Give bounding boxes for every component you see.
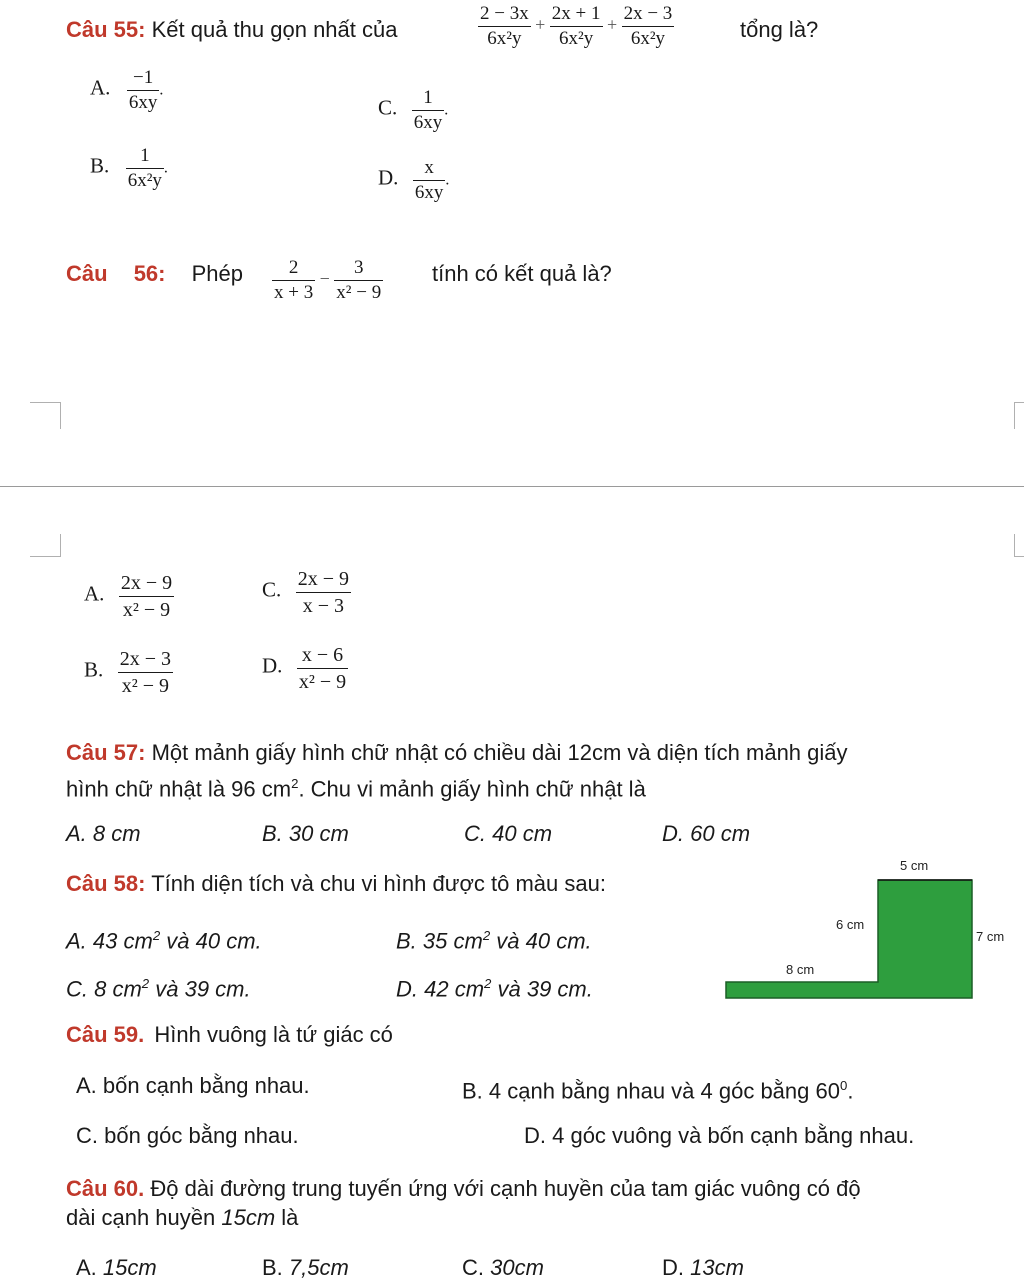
q56-frac1-den: x + 3: [274, 282, 314, 303]
q57-line2-post: . Chu vi mảnh giấy hình chữ nhật là: [298, 776, 646, 802]
q58-option-b-post: và 40 cm.: [490, 928, 592, 954]
q58-shaded-shape: [726, 880, 972, 998]
q55-frac2-num: 2x + 1: [550, 2, 603, 27]
q56-option-c-num: 2x − 9: [296, 566, 351, 593]
q55-option-d[interactable]: [378, 156, 449, 205]
q56-option-d[interactable]: [262, 642, 348, 695]
q59-option-b-sup: 0: [839, 1078, 848, 1093]
q56-label-b: 56:: [133, 261, 166, 286]
q55-option-c-dot: .: [444, 101, 449, 119]
q60-line2: [66, 1204, 298, 1232]
q58-stem: [66, 870, 606, 898]
q59-option-c[interactable]: C. bốn góc bằng nhau.: [76, 1123, 299, 1148]
q55-frac3-num: 2x − 3: [622, 2, 675, 27]
q56-option-a-letter: A.: [84, 581, 105, 606]
q55-label: Câu 55:: [66, 17, 146, 42]
q55-option-d-den: 6xy: [414, 182, 444, 203]
q58-option-d[interactable]: [396, 970, 593, 1003]
q58-text: Tính diện tích và chu vi hình được tô màu sau:: [151, 871, 606, 896]
q58-shape-figure: [724, 876, 974, 1002]
q56-option-d-den: x² − 9: [298, 671, 347, 693]
q56-option-a-num: 2x − 9: [119, 570, 174, 597]
q60-option-b[interactable]: [262, 1254, 349, 1282]
q56-option-b-den: x² − 9: [121, 675, 169, 697]
q57-label: Câu 57:: [66, 740, 146, 765]
q58-option-c-pre: C. 8 cm: [66, 976, 142, 1002]
q58-option-a-post: và 40 cm.: [160, 928, 262, 954]
q55-suffix: tổng là?: [740, 17, 819, 42]
q58-option-b-sup: 2: [482, 928, 491, 943]
q60-line2-pre: dài cạnh huyền: [66, 1205, 222, 1230]
q56-option-b-frac: [118, 646, 173, 699]
page-corner-bottom-right: [1014, 534, 1024, 557]
q56-frac2-den: x² − 9: [336, 282, 382, 303]
page-corner-bottom-left: [30, 534, 61, 557]
q60-option-d[interactable]: [662, 1254, 744, 1282]
q60-option-c-letter: C.: [462, 1255, 491, 1280]
q55-stem: [66, 16, 397, 44]
q57-option-d[interactable]: D. 60 cm: [662, 821, 751, 846]
q60-line2-post: là: [275, 1205, 299, 1230]
q55-frac1-den: 6x²y: [487, 28, 522, 49]
q56-option-b[interactable]: [84, 646, 173, 699]
q55-expression: [478, 2, 674, 51]
q56-option-a-den: x² − 9: [122, 599, 171, 621]
q55-option-d-letter: D.: [378, 165, 399, 190]
q60-option-c-value: 30cm: [490, 1255, 544, 1280]
q58-option-d-pre: D. 42 cm: [396, 976, 485, 1002]
q56-option-a[interactable]: [84, 570, 174, 623]
q58-option-d-sup: 2: [484, 976, 492, 991]
q58-option-c[interactable]: [66, 970, 251, 1003]
q55-option-c-letter: C.: [378, 95, 398, 120]
q60-label: Câu 60.: [66, 1176, 145, 1201]
q58-label-right: 7 cm: [976, 929, 1005, 944]
q56-frac1: [272, 256, 315, 305]
q58-option-a-sup: 2: [152, 928, 161, 943]
q59-label: Câu 59.: [66, 1022, 145, 1047]
q57-line2-pre: hình chữ nhật là 96 cm: [66, 776, 292, 802]
q60-option-a-letter: A.: [76, 1255, 103, 1280]
q55-option-a[interactable]: [90, 66, 163, 115]
q56-frac2-num: 3: [334, 256, 383, 281]
q56-frac1-num: 2: [272, 256, 315, 281]
q55-option-c[interactable]: [378, 86, 448, 135]
q59-option-b-pre: B. 4 cạnh bằng nhau và 4 góc bằng 60: [462, 1078, 840, 1104]
q58-option-c-sup: 2: [141, 976, 150, 991]
q55-frac1: [478, 2, 531, 51]
q60-option-c[interactable]: [462, 1254, 544, 1282]
q58-option-a-pre: A. 43 cm: [66, 928, 153, 954]
q60-line2-value: 15cm: [221, 1205, 276, 1230]
q55-option-b-dot: .: [163, 159, 168, 177]
q55-option-b-frac: [126, 144, 164, 193]
q55-frac3-den: 6x²y: [630, 28, 666, 49]
q55-plus-1: +: [535, 14, 546, 35]
q55-text: Kết quả thu gọn nhất của: [151, 17, 398, 42]
q58-label-top: 5 cm: [900, 858, 929, 873]
q60-option-b-value: 7,5cm: [288, 1255, 349, 1280]
q57-line1-text: Một mảnh giấy hình chữ nhật có chiều dài 12cm và diện tích mảnh giấy: [151, 740, 848, 765]
q56-option-c-letter: C.: [262, 577, 282, 602]
q56-option-c-frac: [296, 566, 351, 619]
q56-option-b-num: 2x − 3: [118, 646, 173, 673]
q56-option-c-den: x − 3: [302, 595, 344, 617]
page-corner-top-left: [30, 402, 61, 429]
q57-option-c[interactable]: C. 40 cm: [464, 821, 553, 846]
q60-line1-text: Độ dài đường trung tuyến ứng với cạnh huyền của tam giác vuông có độ: [150, 1176, 861, 1201]
q56-expression: [272, 256, 383, 305]
q56-option-d-letter: D.: [262, 653, 283, 678]
q57-option-b[interactable]: B. 30 cm: [262, 821, 349, 846]
q57-line1: [66, 739, 848, 767]
q55-option-a-num: −1: [127, 66, 160, 91]
q55-option-a-letter: A.: [90, 75, 111, 100]
q55-option-b[interactable]: [90, 144, 168, 193]
q60-option-d-value: 13cm: [690, 1255, 744, 1280]
q55-option-c-den: 6xy: [413, 112, 443, 133]
q59-option-a[interactable]: A. bốn cạnh bằng nhau.: [76, 1073, 310, 1098]
q56-option-d-frac: [297, 642, 348, 695]
q55-option-c-frac: [412, 86, 445, 135]
q60-option-d-letter: D.: [662, 1255, 691, 1280]
q58-option-b[interactable]: [396, 922, 592, 955]
q55-option-d-frac: [413, 156, 446, 205]
q56-option-b-letter: B.: [84, 657, 104, 682]
q55-option-d-dot: .: [445, 171, 450, 189]
q55-option-b-letter: B.: [90, 153, 110, 178]
q55-option-a-frac: [127, 66, 160, 115]
q56-word: Phép: [191, 261, 243, 286]
q60-option-a[interactable]: [76, 1254, 157, 1282]
q56-suffix: tính có kết quả là?: [432, 261, 612, 286]
q55-option-b-num: 1: [126, 144, 164, 169]
q57-line2-sup: 2: [291, 776, 299, 791]
q55-plus-2: +: [606, 14, 618, 35]
q58-option-a[interactable]: [66, 922, 262, 955]
q60-option-b-letter: B.: [262, 1255, 289, 1280]
q58-label: Câu 58:: [66, 871, 146, 896]
q56-minus: −: [319, 268, 330, 289]
q59-stem: [66, 1021, 393, 1049]
q58-option-d-post: và 39 cm.: [491, 976, 593, 1002]
page-corner-top-right: [1014, 402, 1024, 429]
q55-option-a-den: 6xy: [128, 92, 158, 113]
page-break-line: [0, 486, 1024, 487]
q59-option-d[interactable]: D. 4 góc vuông và bốn cạnh bằng nhau.: [524, 1123, 915, 1148]
q56-option-a-frac: [119, 570, 174, 623]
q58-option-c-post: và 39 cm.: [149, 976, 251, 1002]
q55-option-b-den: 6x²y: [127, 170, 162, 191]
q58-label-bottom: 8 cm: [786, 962, 815, 977]
q58-option-b-pre: B. 35 cm: [396, 928, 483, 954]
q55-option-a-dot: .: [159, 81, 164, 99]
q56-stem: [66, 260, 243, 288]
q56-label-a: Câu: [66, 261, 108, 286]
q59-text: Hình vuông là tứ giác có: [154, 1022, 393, 1047]
q55-frac2-den: 6x²y: [559, 28, 594, 49]
q55-frac3: [622, 2, 675, 51]
q60-line1: [66, 1175, 861, 1203]
q57-option-a[interactable]: A. 8 cm: [66, 821, 141, 846]
q55-frac1-num: 2 − 3x: [478, 2, 531, 27]
q58-label-inner: 6 cm: [836, 917, 865, 932]
q55-option-d-num: x: [413, 156, 446, 181]
q59-option-b-post: .: [847, 1078, 854, 1104]
q56-option-c[interactable]: [262, 566, 351, 619]
q56-option-d-num: x − 6: [297, 642, 348, 669]
q60-option-a-value: 15cm: [102, 1255, 157, 1280]
q56-frac2: [334, 256, 383, 305]
q55-frac2: [550, 2, 603, 51]
q55-option-c-num: 1: [412, 86, 445, 111]
q57-line2: [66, 770, 646, 803]
q59-option-b[interactable]: [462, 1072, 853, 1105]
